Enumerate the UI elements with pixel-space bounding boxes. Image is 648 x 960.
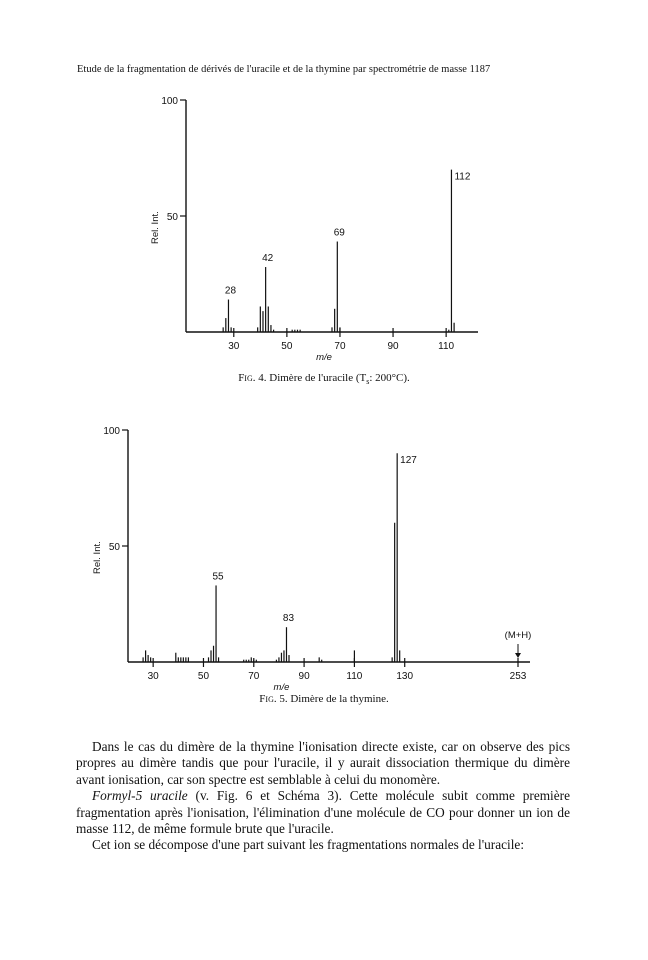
paragraph-2: Formyl-5 uracile (v. Fig. 6 et Schéma 3). Cette molécule subit comme première fragmentation après l'ionisation, l'élimination d'une molécule de CO pour donner un ion de masse 112, de même formule brute que l'uracile. <box>76 788 570 837</box>
running-title: Etude de la fragmentation de dérivés de l'uracile et de la thymine par spectrométrie de masse <box>77 64 467 75</box>
mh-arrow-head <box>515 653 521 658</box>
peak-label: 127 <box>400 455 417 467</box>
peak-label: 28 <box>224 285 237 297</box>
body-text <box>76 739 570 854</box>
figure-5-chart <box>0 420 648 705</box>
figure-5-text: Dimère de la thymine. <box>290 693 389 705</box>
italic-lead: Formyl-5 uracile <box>92 788 188 804</box>
x-tick-label: 50 <box>197 671 210 682</box>
y-tick-label: 50 <box>108 542 120 553</box>
y-axis-title: Rel. Int. <box>92 541 103 574</box>
x-axis-title: m/e <box>316 352 332 363</box>
x-axis-title: m/e <box>273 682 290 693</box>
peak-label: 112 <box>454 171 471 183</box>
x-tick-label: 90 <box>387 341 399 352</box>
x-tick-label: 130 <box>396 671 414 682</box>
page-number: 1187 <box>469 64 491 75</box>
peak-label: 83 <box>282 613 295 625</box>
peak-label: 69 <box>333 227 345 239</box>
x-tick-label: 110 <box>346 671 363 682</box>
x-tick-label: 70 <box>248 671 260 682</box>
x-tick-label: 70 <box>334 341 346 352</box>
x-tick-label: 50 <box>281 341 293 352</box>
thymine-dimer-spectrum <box>0 420 648 700</box>
figure-4-chart <box>0 90 648 385</box>
x-tick-label: 110 <box>438 341 455 352</box>
figure-5-caption <box>0 693 648 705</box>
paragraph-1: Dans le cas du dimère de la thymine l'ionisation directe existe, car on observe des pics propres au dimère tandis que pour l'uracile, il y aurait dissociation thermique du dimère avant ionisation, car son spectre est semblable à celui du monomère. <box>76 739 570 787</box>
y-tick-label: 50 <box>166 212 178 223</box>
paragraph-3: Cet ion se décompose d'une part suivant les fragmentations normales de l'uracile: <box>92 837 525 853</box>
figure-5-label: Fig. 5. <box>259 693 288 705</box>
x-tick-label-253: 253 <box>509 671 527 682</box>
x-tick-label: 30 <box>147 671 159 682</box>
figure-4-text: Dimère de l'uracile ($T_s$: 200°C). <box>269 372 410 387</box>
y-axis-title: Rel. Int. <box>150 211 161 244</box>
peak-label: 55 <box>212 571 224 583</box>
y-tick-label: 100 <box>103 426 120 437</box>
y-tick-label: 100 <box>161 96 178 107</box>
figure-4-caption <box>0 372 648 386</box>
x-tick-label: 30 <box>228 341 240 352</box>
mh-annotation: (M+H) <box>504 630 532 641</box>
figure-4-label: Fig. 4. <box>238 372 267 384</box>
running-header <box>77 64 577 75</box>
peak-label: 42 <box>262 253 274 265</box>
uracil-dimer-spectrum <box>0 90 648 380</box>
x-tick-label: 90 <box>298 671 310 682</box>
